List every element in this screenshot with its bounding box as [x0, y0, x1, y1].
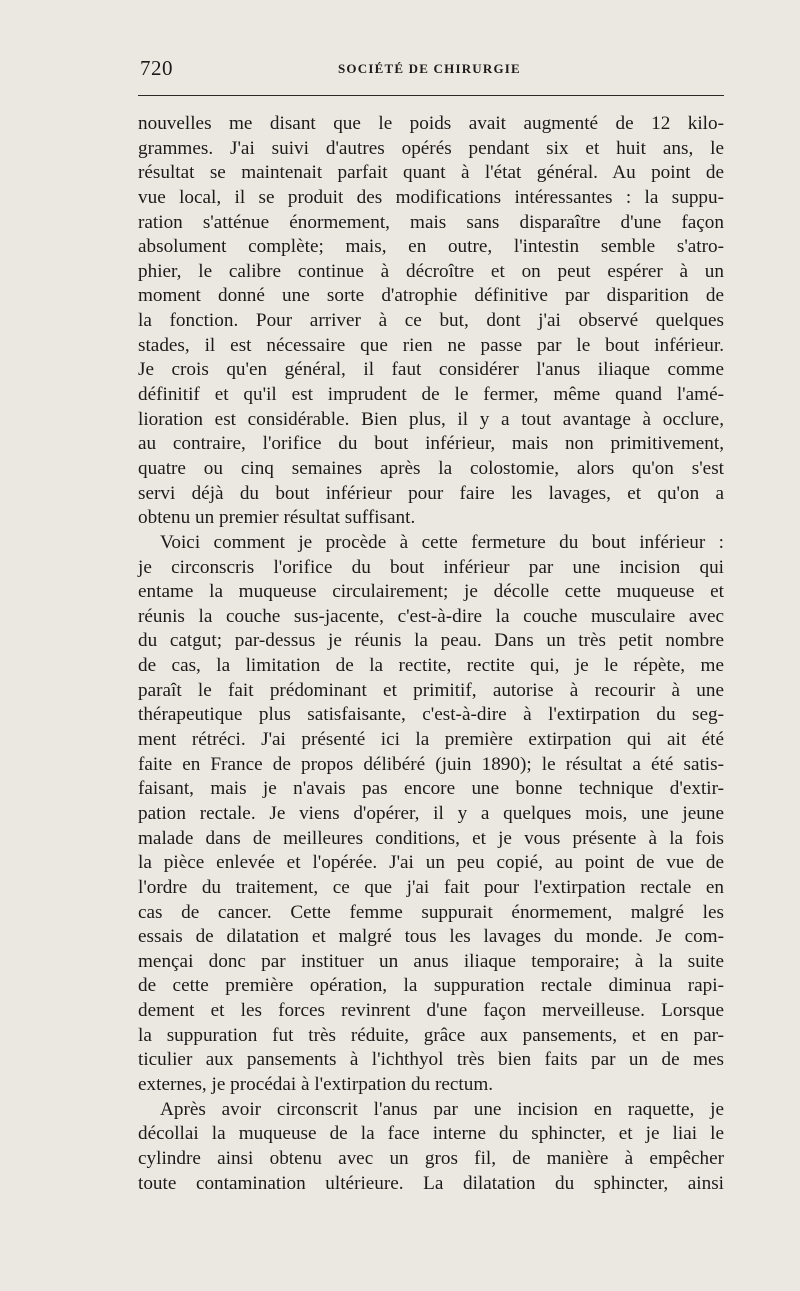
text-line: Après avoir circonscrit l'anus par une incision en raquette, je	[160, 1098, 724, 1120]
text-line: réunis la couche sus-jacente, c'est-à-dire la couche musculaire avec	[138, 605, 724, 627]
text-line: cylindre ainsi obtenu avec un gros fil, de manière à empêcher	[138, 1147, 724, 1169]
text-line: faite en France de propos délibéré (juin 1890); le résultat a été satis-	[138, 753, 724, 775]
text-line: de cette première opération, la suppuration rectale diminua rapi-	[138, 975, 724, 997]
text-line: Voici comment je procède à cette fermeture du bout inférieur :	[160, 531, 724, 553]
text-line: dement et les forces revinrent d'une façon merveilleuse. Lorsque	[138, 1000, 724, 1022]
text-line: la suppuration fut très réduite, grâce aux pansements, et en par-	[138, 1024, 724, 1046]
text-line: ticulier aux pansements à l'ichthyol très bien faits par un de mes	[138, 1049, 724, 1071]
text-line: nouvelles me disant que le poids avait augmenté de 12 kilo-	[138, 113, 724, 134]
text-line: mençai donc par instituer un anus iliaque temporaire; à la suite	[138, 950, 724, 972]
running-title: SOCIÉTÉ DE CHIRURGIE	[338, 61, 521, 76]
text-line: pation rectale. Je viens d'opérer, il y a quelques mois, une jeune	[138, 802, 724, 824]
text-line: de cas, la limitation de la rectite, rectite qui, je le répète, me	[138, 655, 724, 677]
text-line: toute contamination ultérieure. La dilatation du sphincter, ainsi	[138, 1172, 724, 1194]
text-line: décollai la muqueuse de la face interne du sphincter, et je liai le	[138, 1123, 724, 1145]
text-line: cas de cancer. Cette femme suppurait énormement, malgré les	[138, 901, 724, 923]
text-line: externes, je procédai à l'extirpation du rectum.	[138, 1073, 494, 1095]
text-line: phier, le calibre continue à décroître et on peut espérer à un	[138, 260, 724, 282]
page-number: 720	[140, 56, 173, 80]
text-line: ment rétréci. J'ai présenté ici la première extirpation qui ait été	[138, 729, 724, 751]
text-line: essais de dilatation et malgré tous les lavages du monde. Je com-	[138, 926, 724, 948]
text-line: paraît le fait prédominant et primitif, autorise à recourir à une	[138, 679, 724, 701]
text-line: faisant, mais je n'avais pas encore une bonne technique d'extir-	[138, 778, 724, 800]
text-line: grammes. J'ai suivi d'autres opérés pendant six et huit ans, le	[138, 137, 724, 159]
text-line: stades, il est nécessaire que rien ne passe par le bout inférieur.	[138, 334, 724, 356]
text-line: définitif et qu'il est imprudent de le fermer, même quand l'amé-	[138, 384, 724, 406]
text-line: la pièce enlevée et l'opérée. J'ai un peu copié, au point de vue de	[138, 852, 724, 874]
text-line: entame la muqueuse circulairement; je décolle cette muqueuse et	[138, 581, 724, 603]
body-text	[138, 112, 724, 1196]
text-line: absolument complète; mais, en outre, l'intestin semble s'atro-	[138, 236, 724, 258]
text-line: Je crois qu'en général, il faut considérer l'anus iliaque comme	[138, 359, 724, 381]
text-line: la fonction. Pour arriver à ce but, dont j'ai observé quelques	[138, 310, 724, 332]
text-line: moment donné une sorte d'atrophie définitive par disparition de	[138, 285, 724, 307]
text-line: obtenu un premier résultat suffisant.	[138, 507, 416, 529]
page-header	[138, 56, 724, 84]
text-line: résultat se maintenait parfait quant à l'état général. Au point de	[138, 162, 724, 184]
text-line: malade dans de meilleures conditions, et je vous présente à la fois	[138, 827, 724, 849]
text-line: quatre ou cinq semaines après la colostomie, alors qu'on s'est	[138, 457, 724, 479]
text-line: thérapeutique plus satisfaisante, c'est-à-dire à l'extirpation du seg-	[138, 704, 724, 726]
text-line: servi déjà du bout inférieur pour faire les lavages, et qu'on a	[138, 482, 724, 504]
text-line: du catgut; par-dessus je réunis la peau. Dans un très petit nombre	[138, 630, 724, 652]
text-line: l'ordre du traitement, ce que j'ai fait pour l'extirpation rectale en	[138, 876, 724, 898]
text-line: je circonscris l'orifice du bout inférieur par une incision qui	[138, 556, 724, 578]
text-line: vue local, il se produit des modifications intéressantes : la suppu-	[138, 186, 724, 208]
text-line: lioration est considérable. Bien plus, il y a tout avantage à occlure,	[138, 408, 724, 430]
text-line: au contraire, l'orifice du bout inférieur, mais non primitivement,	[138, 433, 724, 455]
header-rule	[138, 95, 724, 96]
text-line: ration s'atténue énormement, mais sans disparaître d'une façon	[138, 211, 724, 233]
